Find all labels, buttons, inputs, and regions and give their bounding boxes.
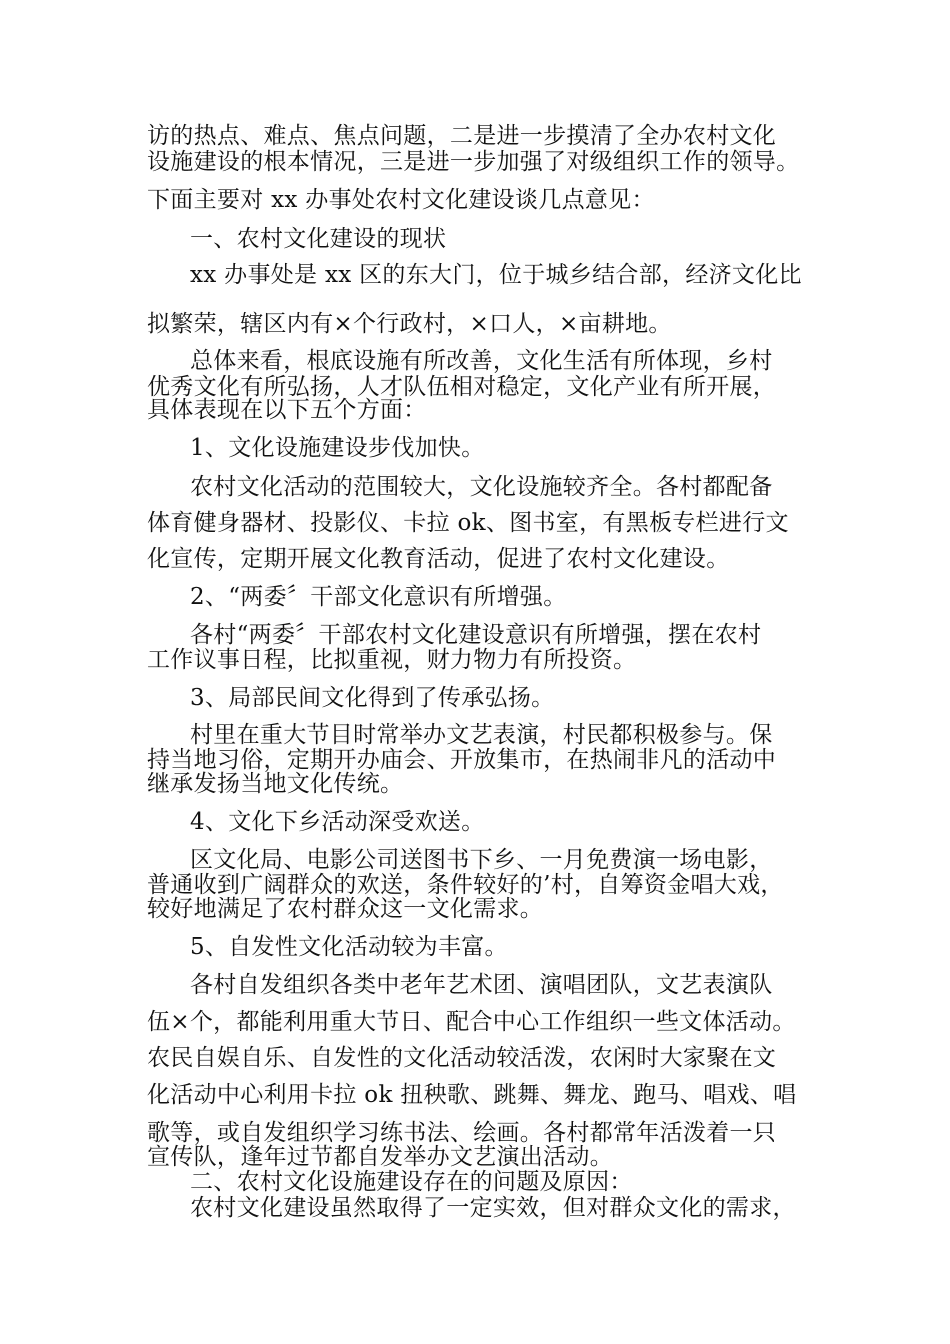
text-line: 具体表现在以下五个方面： <box>147 397 427 423</box>
text-line: 下面主要对 xx 办事处农村文化建设谈几点意见： <box>147 187 655 213</box>
text-line: 访的热点、难点、焦点问题，二是进一步摸清了全办农村文化 <box>147 123 777 149</box>
text-line: 伍×个，都能利用重大节日、配合中心工作组织一些文体活动。 <box>147 1009 796 1035</box>
text-line: 化宣传，定期开展文化教育活动，促进了农村文化建设。 <box>147 546 730 572</box>
text-line: 化活动中心利用卡拉 ok 扭秧歌、跳舞、舞龙、跑马、唱戏、唱 <box>147 1082 797 1108</box>
section-heading: 一、农村文化建设的现状 <box>190 226 447 252</box>
text-line: 继承发扬当地文化传统。 <box>147 771 404 797</box>
text-line: 村里在重大节目时常举办文艺表演，村民都积极参与。保 <box>190 722 773 748</box>
text-line: 农村文化建设虽然取得了一定实效，但对群众文化的需求， <box>190 1195 796 1221</box>
text-line: 区文化局、电影公司送图书下乡、一月免费演一场电影， <box>190 847 773 873</box>
subsection-heading: 1、文化设施建设步伐加快。 <box>190 435 485 461</box>
text-line: 优秀文化有所弘扬，人才队伍相对稳定，文化产业有所开展， <box>147 374 777 400</box>
subsection-heading: 5、自发性文化活动较为丰富。 <box>190 934 508 960</box>
text-line: 各村“两委〞干部农村文化建设意识有所增强，摆在农村 <box>190 622 762 648</box>
text-line: 普通收到广阔群众的欢送，条件较好的’村，自筹资金唱大戏， <box>147 872 784 898</box>
text-line: 持当地习俗，定期开办庙会、开放集市，在热闹非凡的活动中 <box>147 747 777 773</box>
text-line: 较好地满足了农村群众这一文化需求。 <box>147 896 544 922</box>
text-line: 宣传队，逢年过节都自发举办文艺演出活动。 <box>147 1144 613 1170</box>
subsection-heading: 4、文化下乡活动深受欢送。 <box>190 809 485 835</box>
text-line: 拟繁荣，辖区内有×个行政村，×口人，×亩耕地。 <box>147 311 672 337</box>
text-line: 歌等，或自发组织学习练书法、绘画。各村都常年活泼着一只 <box>147 1120 777 1146</box>
text-line: 工作议事日程，比拟重视，财力物力有所投资。 <box>147 647 637 673</box>
text-line: 设施建设的根本情况，三是进一步加强了对级组织工作的领导。 <box>147 149 800 175</box>
subsection-heading: 3、局部民间文化得到了传承弘扬。 <box>190 685 555 711</box>
text-line: xx 办事处是 xx 区的东大门，位于城乡结合部，经济文化比 <box>190 262 802 288</box>
text-line: 农村文化活动的范围较大，文化设施较齐全。各村都配备 <box>190 474 773 500</box>
text-line: 总体来看，根底设施有所改善，文化生活有所体现，乡村 <box>190 348 773 374</box>
section-heading: 二、农村文化设施建设存在的问题及原因： <box>190 1169 633 1195</box>
text-line: 农民自娱自乐、自发性的文化活动较活泼，农闲时大家聚在文 <box>147 1045 777 1071</box>
text-line: 各村自发组织各类中老年艺术团、演唱团队，文艺表演队 <box>190 972 773 998</box>
subsection-heading: 2、“两委〞干部文化意识有所增强。 <box>190 584 567 610</box>
text-line: 体育健身器材、投影仪、卡拉 ok、图书室，有黑板专栏进行文 <box>147 510 789 536</box>
